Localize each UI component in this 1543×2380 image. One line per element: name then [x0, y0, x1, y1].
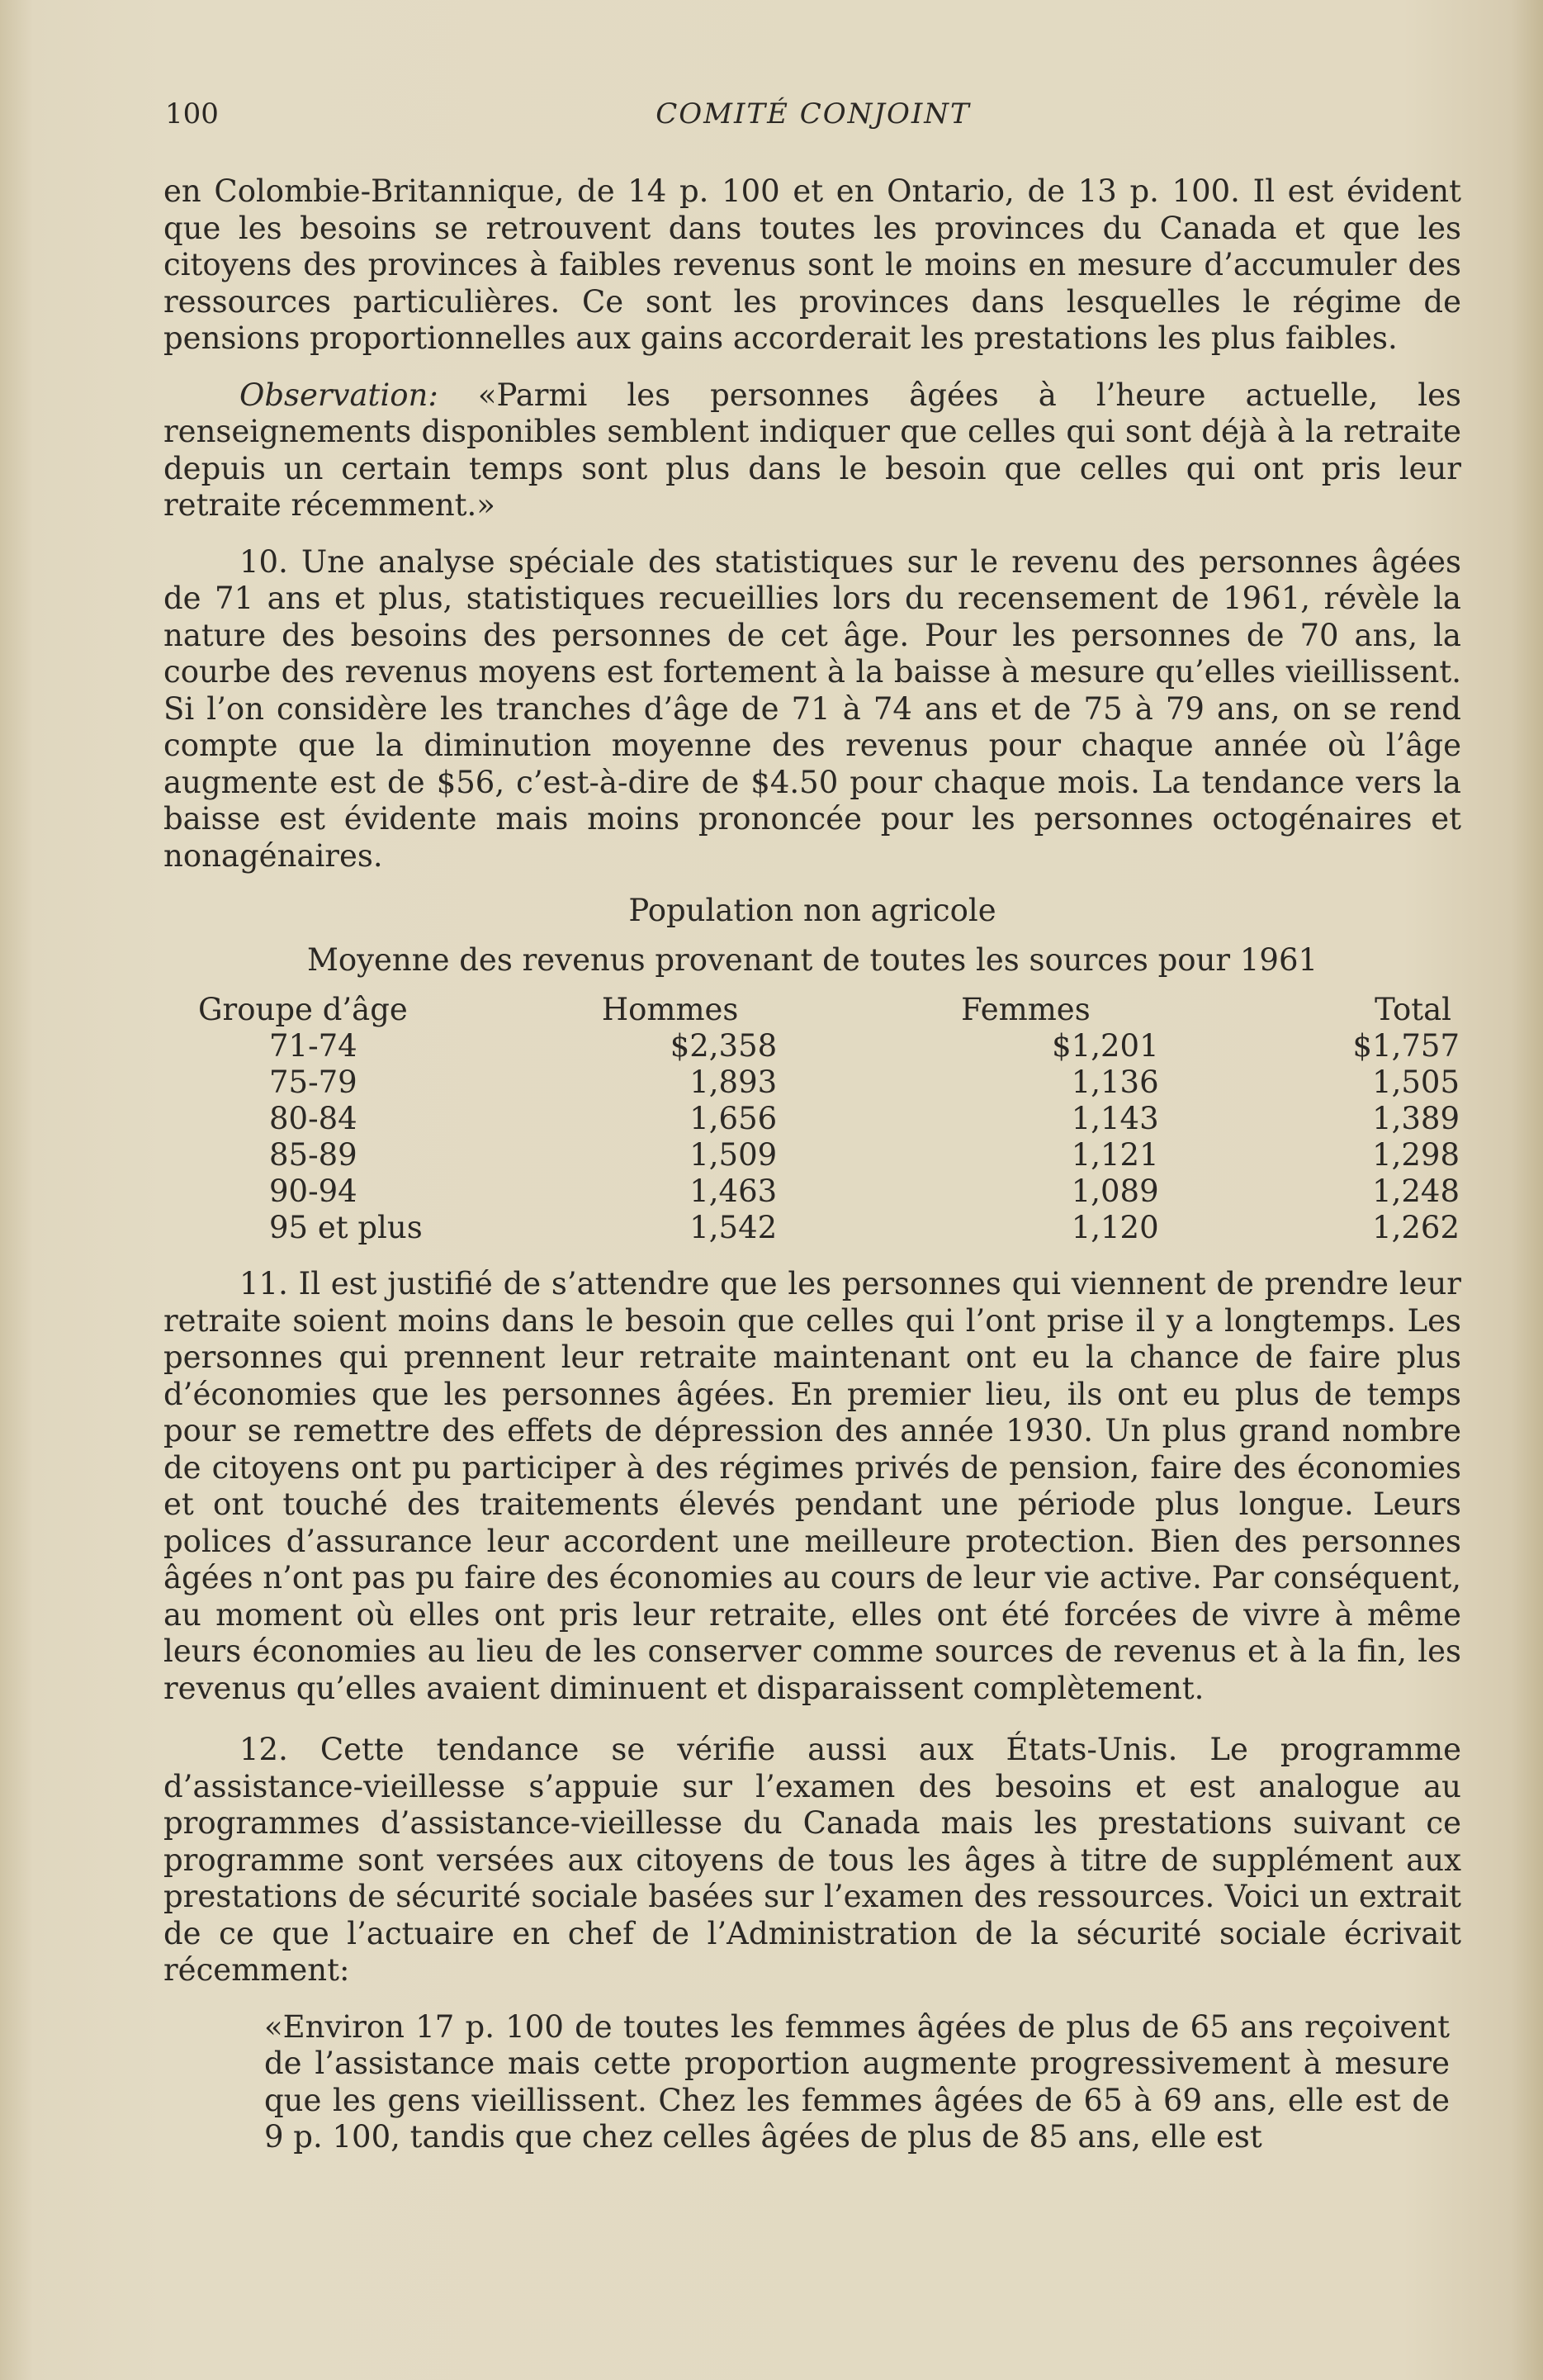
table-cell: 1,248 [1372, 1173, 1460, 1209]
table-row [163, 1173, 1461, 1210]
column-header-age-group: Groupe d’âge [198, 992, 408, 1027]
table-cell: 1,262 [1372, 1210, 1460, 1245]
running-head: COMITÉ CONJOINT [656, 97, 971, 130]
page-body [163, 173, 1461, 2156]
table-cell: 90-94 [269, 1173, 357, 1209]
paragraph-observation [163, 377, 1461, 524]
table-cell: 1,463 [689, 1173, 778, 1209]
table-cell: 1,542 [689, 1210, 778, 1245]
table-cell: 71-74 [269, 1028, 357, 1064]
page-header [165, 97, 1461, 147]
table-cell: $1,201 [1052, 1028, 1159, 1064]
table-cell: 1,143 [1071, 1101, 1159, 1136]
table-cell: 1,389 [1372, 1101, 1460, 1136]
table-cell: 1,893 [689, 1064, 778, 1100]
table-header-row [163, 992, 1461, 1028]
table-row [163, 1101, 1461, 1137]
table-cell: 1,121 [1071, 1137, 1159, 1173]
block-quote [264, 2009, 1450, 2156]
table-row [163, 1064, 1461, 1101]
table-title: Population non agricole [628, 893, 996, 928]
table-cell: 80-84 [269, 1101, 357, 1136]
table-row [163, 1210, 1461, 1246]
table-cell: 1,120 [1071, 1210, 1159, 1245]
paragraph-continued: en Colombie-Britannique, de 14 p. 100 et en Ontario, de 13 p. 100. Il est évident que les besoins se retrouvent dans toutes les provinces du Canada et que les citoyens des provinces à faibles revenus sont le moins en mesure d’accumuler des ressources particulières. Ce sont les provinces dans lesquelles le régime de pensions proportionnelles aux gains accorderait les prestations les plus faibles. [163, 173, 1461, 356]
page-number: 100 [165, 97, 219, 130]
table-cell: 1,136 [1071, 1064, 1159, 1100]
table-cell: 95 et plus [269, 1210, 423, 1245]
observation-text: «Parmi les personnes âgées à l’heure actuelle, les renseignements disponibles semblent indiquer que celles qui sont déjà à la retraite depuis un certain temps sont plus dans le besoin que celles qui ont pris leur retraite récemment.» [163, 377, 1461, 523]
table-cell: $1,757 [1352, 1028, 1460, 1064]
table-cell: 75-79 [269, 1064, 357, 1100]
table-cell: 1,089 [1071, 1173, 1159, 1209]
paragraph-10: 10. Une analyse spéciale des statistiques sur le revenu des personnes âgées de 71 ans et plus, statistiques recueillies lors du recensement de 1961, révèle la nature des besoins des personnes de cet âge. Pour les personnes de 70 ans, la courbe des revenus moyens est fortement à la baisse à mesure qu’elles vieillissent. Si l’on considère les tranches d’âge de 71 à 74 ans et de 75 à 79 ans, on se rend compte que la diminution moyenne des revenus pour chaque année où l’âge augmente est de $56, c’est-à-dire de $4.50 pour chaque mois. La tendance vers la baisse est évidente mais moins prononcée pour les personnes octogénaires et nonagénaires. [163, 543, 1461, 874]
paragraph-12: 12. Cette tendance se vérifie aussi aux États-Unis. Le programme d’assistance-vieillesse s’appuie sur l’examen des besoins et est analogue au programmes d’assistance-vieillesse du Canada mais les prestations suivant ce programme sont versées aux citoyens de tous les âges à titre de supplément aux prestations de sécurité sociale basées sur l’examen des ressources. Voici un extrait de ce que l’actuaire en chef de l’Administration de la sécurité sociale écrivait récemment: [163, 1732, 1461, 1988]
quote-text: «Environ 17 p. 100 de toutes les femmes âgées de plus de 65 ans reçoivent de l’assistance mais cette proportion augmente progressivement à mesure que les gens vieillissent. Chez les femmes âgées de 65 à 69 ans, elle est de 9 p. 100, tandis que chez celles âgées de plus de 85 ans, elle est [264, 2008, 1450, 2155]
table-row [163, 1137, 1461, 1173]
table-cell: 1,505 [1372, 1064, 1460, 1100]
column-header-women: Femmes [961, 992, 1091, 1027]
table-subtitle: Moyenne des revenus provenant de toutes les sources pour 1961 [306, 942, 1318, 978]
table-cell: 1,509 [689, 1137, 778, 1173]
observation-label: Observation: [239, 377, 438, 413]
paragraph-11: 11. Il est justifié de s’attendre que les personnes qui viennent de prendre leur retraite soient moins dans le besoin que celles qui l’ont prise il y a longtemps. Les personnes qui prennent leur retraite maintenant ont eu la chance de faire plus d’économies que les personnes âgées. En premier lieu, ils ont eu plus de temps pour se remettre des effets de dépression des année 1930. Un plus grand nombre de citoyens ont pu participer à des régimes privés de pension, faire des économies et ont touché des traitements élevés pendant une période plus longue. Leurs polices d’assurance leur accordent une meilleure protection. Bien des personnes âgées n’ont pas pu faire des économies au cours de leur vie active. Par conséquent, au moment où elles ont pris leur retraite, elles ont été forcées de vivre à même leurs économies au lieu de les conserver comme sources de revenus et à la fin, les revenus qu’elles avaient diminuent et disparaissent complètement. [163, 1266, 1461, 1706]
table-cell: 1,298 [1372, 1137, 1460, 1173]
column-header-total: Total [1375, 992, 1451, 1027]
table-cell: $2,358 [670, 1028, 778, 1064]
column-header-men: Hommes [601, 992, 739, 1027]
table-cell: 1,656 [689, 1101, 778, 1136]
income-table [163, 992, 1461, 1246]
table-cell: 85-89 [269, 1137, 357, 1173]
table-row [163, 1028, 1461, 1064]
